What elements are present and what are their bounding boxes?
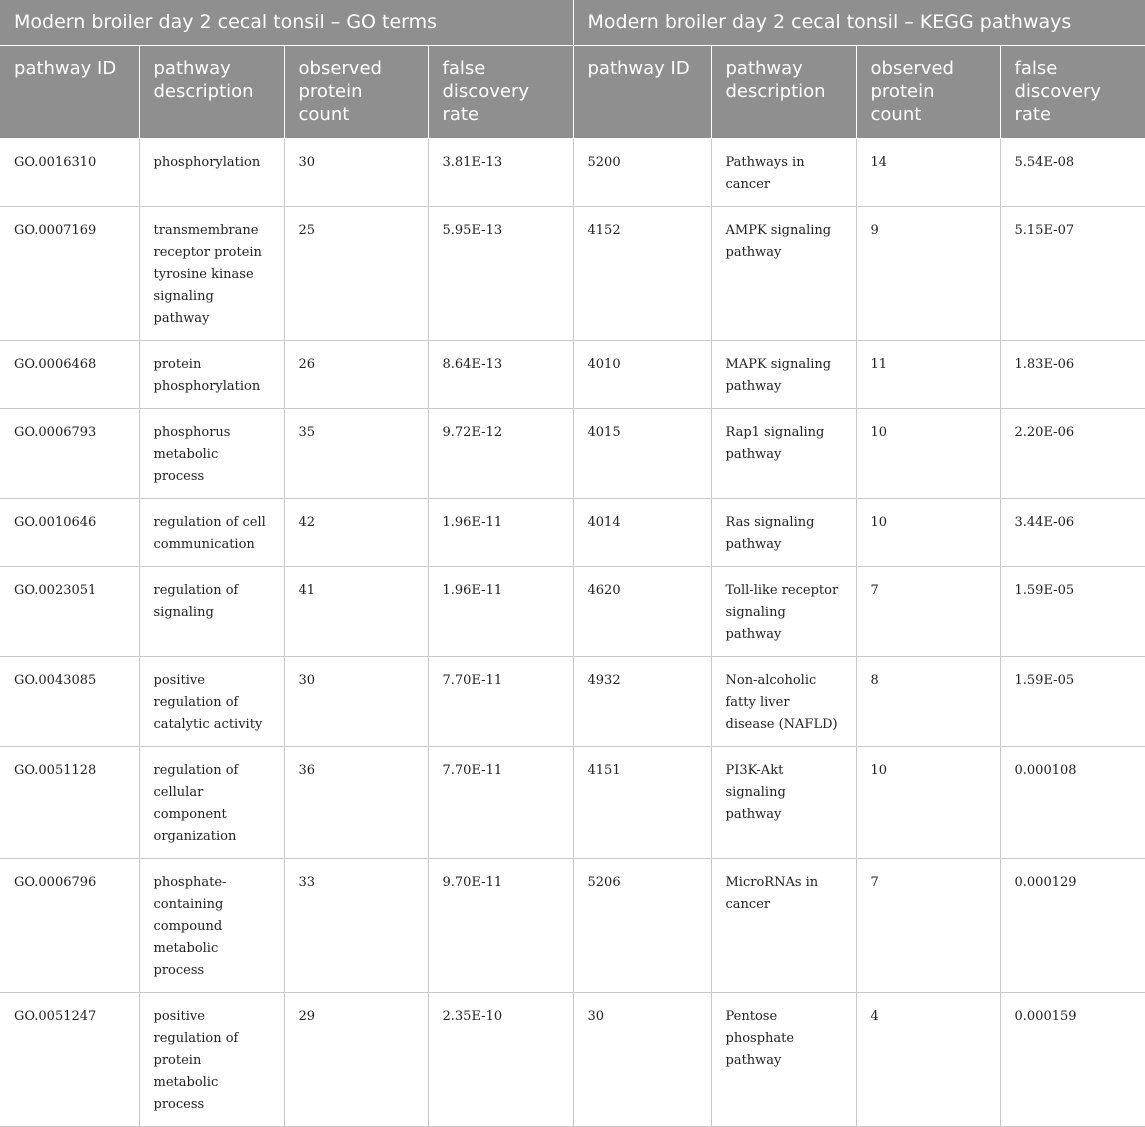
- go-false-discovery-rate: 1.96E-11: [428, 498, 573, 566]
- go-observed-protein-count: 25: [284, 206, 428, 340]
- kegg-pathways-group-header: Modern broiler day 2 cecal tonsil – KEGG pathways: [573, 0, 1145, 45]
- kegg-pathway-id: 4151: [573, 746, 711, 858]
- kegg-pathway-description: PI3K-Akt signaling pathway: [711, 746, 856, 858]
- kegg-pathway-id: 4010: [573, 340, 711, 408]
- go-observed-protein-count-header: observed protein count: [284, 45, 428, 138]
- go-observed-protein-count: 33: [284, 858, 428, 992]
- kegg-pathway-description: MAPK signaling pathway: [711, 340, 856, 408]
- kegg-pathway-description: Pathways in cancer: [711, 138, 856, 206]
- go-pathway-description: phosphate-containing compound metabolic process: [139, 858, 284, 992]
- go-pathway-id: GO.0006468: [0, 340, 139, 408]
- table-row: [0, 992, 1145, 1126]
- go-pathway-id: GO.0007169: [0, 206, 139, 340]
- kegg-pathway-description-header: pathway description: [711, 45, 856, 138]
- go-pathway-id: GO.0051247: [0, 992, 139, 1126]
- kegg-false-discovery-rate: 1.59E-05: [1000, 566, 1145, 656]
- table-row: [0, 746, 1145, 858]
- kegg-pathway-description: Pentose phosphate pathway: [711, 992, 856, 1126]
- go-pathway-id: GO.0016310: [0, 138, 139, 206]
- go-pathway-description: protein phosphorylation: [139, 340, 284, 408]
- column-header-row: [0, 45, 1145, 138]
- kegg-pathway-id: 4014: [573, 498, 711, 566]
- table-row: [0, 566, 1145, 656]
- table-row: [0, 138, 1145, 206]
- kegg-pathway-id-header: pathway ID: [573, 45, 711, 138]
- kegg-observed-protein-count: 7: [856, 858, 1000, 992]
- kegg-false-discovery-rate: 5.15E-07: [1000, 206, 1145, 340]
- kegg-pathway-description: Rap1 signaling pathway: [711, 408, 856, 498]
- kegg-pathway-description: AMPK signaling pathway: [711, 206, 856, 340]
- go-false-discovery-rate: 9.72E-12: [428, 408, 573, 498]
- go-pathway-description: regulation of signaling: [139, 566, 284, 656]
- go-false-discovery-rate: 9.70E-11: [428, 858, 573, 992]
- table-row: [0, 206, 1145, 340]
- go-pathway-id-header: pathway ID: [0, 45, 139, 138]
- go-observed-protein-count: 30: [284, 656, 428, 746]
- go-observed-protein-count: 36: [284, 746, 428, 858]
- kegg-false-discovery-rate: 0.000129: [1000, 858, 1145, 992]
- kegg-observed-protein-count-header: observed protein count: [856, 45, 1000, 138]
- table-row: [0, 498, 1145, 566]
- kegg-pathway-id: 4152: [573, 206, 711, 340]
- go-pathway-id: GO.0043085: [0, 656, 139, 746]
- kegg-pathway-description: Toll-like receptor signaling pathway: [711, 566, 856, 656]
- go-terms-group-header: Modern broiler day 2 cecal tonsil – GO terms: [0, 0, 573, 45]
- kegg-observed-protein-count: 9: [856, 206, 1000, 340]
- go-false-discovery-rate: 7.70E-11: [428, 656, 573, 746]
- kegg-observed-protein-count: 11: [856, 340, 1000, 408]
- go-observed-protein-count: 35: [284, 408, 428, 498]
- kegg-pathway-id: 30: [573, 992, 711, 1126]
- kegg-pathway-id: 4932: [573, 656, 711, 746]
- kegg-observed-protein-count: 7: [856, 566, 1000, 656]
- go-pathway-description: positive regulation of catalytic activity: [139, 656, 284, 746]
- kegg-observed-protein-count: 10: [856, 498, 1000, 566]
- kegg-false-discovery-rate: 1.59E-05: [1000, 656, 1145, 746]
- table-row: [0, 340, 1145, 408]
- go-pathway-description: regulation of cellular component organization: [139, 746, 284, 858]
- go-pathway-id: GO.0051128: [0, 746, 139, 858]
- go-pathway-description: phosphorus metabolic process: [139, 408, 284, 498]
- table-row: [0, 656, 1145, 746]
- kegg-pathway-description: MicroRNAs in cancer: [711, 858, 856, 992]
- go-observed-protein-count: 29: [284, 992, 428, 1126]
- go-false-discovery-rate-header: false discovery rate: [428, 45, 573, 138]
- go-false-discovery-rate: 1.96E-11: [428, 566, 573, 656]
- go-pathway-id: GO.0023051: [0, 566, 139, 656]
- go-pathway-description: phosphorylation: [139, 138, 284, 206]
- table-row: [0, 858, 1145, 992]
- go-pathway-description: regulation of cell communication: [139, 498, 284, 566]
- go-pathway-id: GO.0006796: [0, 858, 139, 992]
- kegg-pathway-id: 5200: [573, 138, 711, 206]
- kegg-observed-protein-count: 4: [856, 992, 1000, 1126]
- kegg-pathway-description: Non-alcoholic fatty liver disease (NAFLD): [711, 656, 856, 746]
- kegg-observed-protein-count: 10: [856, 408, 1000, 498]
- kegg-false-discovery-rate: 0.000159: [1000, 992, 1145, 1126]
- go-observed-protein-count: 26: [284, 340, 428, 408]
- group-header-row: [0, 0, 1145, 45]
- go-false-discovery-rate: 5.95E-13: [428, 206, 573, 340]
- kegg-pathway-id: 5206: [573, 858, 711, 992]
- kegg-false-discovery-rate: 5.54E-08: [1000, 138, 1145, 206]
- go-false-discovery-rate: 8.64E-13: [428, 340, 573, 408]
- go-observed-protein-count: 42: [284, 498, 428, 566]
- go-pathway-id: GO.0006793: [0, 408, 139, 498]
- kegg-false-discovery-rate-header: false discovery rate: [1000, 45, 1145, 138]
- kegg-pathway-description: Ras signaling pathway: [711, 498, 856, 566]
- kegg-observed-protein-count: 10: [856, 746, 1000, 858]
- go-false-discovery-rate: 7.70E-11: [428, 746, 573, 858]
- kegg-false-discovery-rate: 3.44E-06: [1000, 498, 1145, 566]
- kegg-false-discovery-rate: 1.83E-06: [1000, 340, 1145, 408]
- go-false-discovery-rate: 2.35E-10: [428, 992, 573, 1126]
- go-observed-protein-count: 41: [284, 566, 428, 656]
- kegg-pathway-id: 4015: [573, 408, 711, 498]
- go-pathway-description-header: pathway description: [139, 45, 284, 138]
- table-row: [0, 408, 1145, 498]
- kegg-pathway-id: 4620: [573, 566, 711, 656]
- go-pathway-description: transmembrane receptor protein tyrosine kinase signaling pathway: [139, 206, 284, 340]
- kegg-observed-protein-count: 14: [856, 138, 1000, 206]
- go-pathway-description: positive regulation of protein metabolic process: [139, 992, 284, 1126]
- go-pathway-id: GO.0010646: [0, 498, 139, 566]
- kegg-false-discovery-rate: 0.000108: [1000, 746, 1145, 858]
- go-false-discovery-rate: 3.81E-13: [428, 138, 573, 206]
- kegg-observed-protein-count: 8: [856, 656, 1000, 746]
- go-observed-protein-count: 30: [284, 138, 428, 206]
- kegg-false-discovery-rate: 2.20E-06: [1000, 408, 1145, 498]
